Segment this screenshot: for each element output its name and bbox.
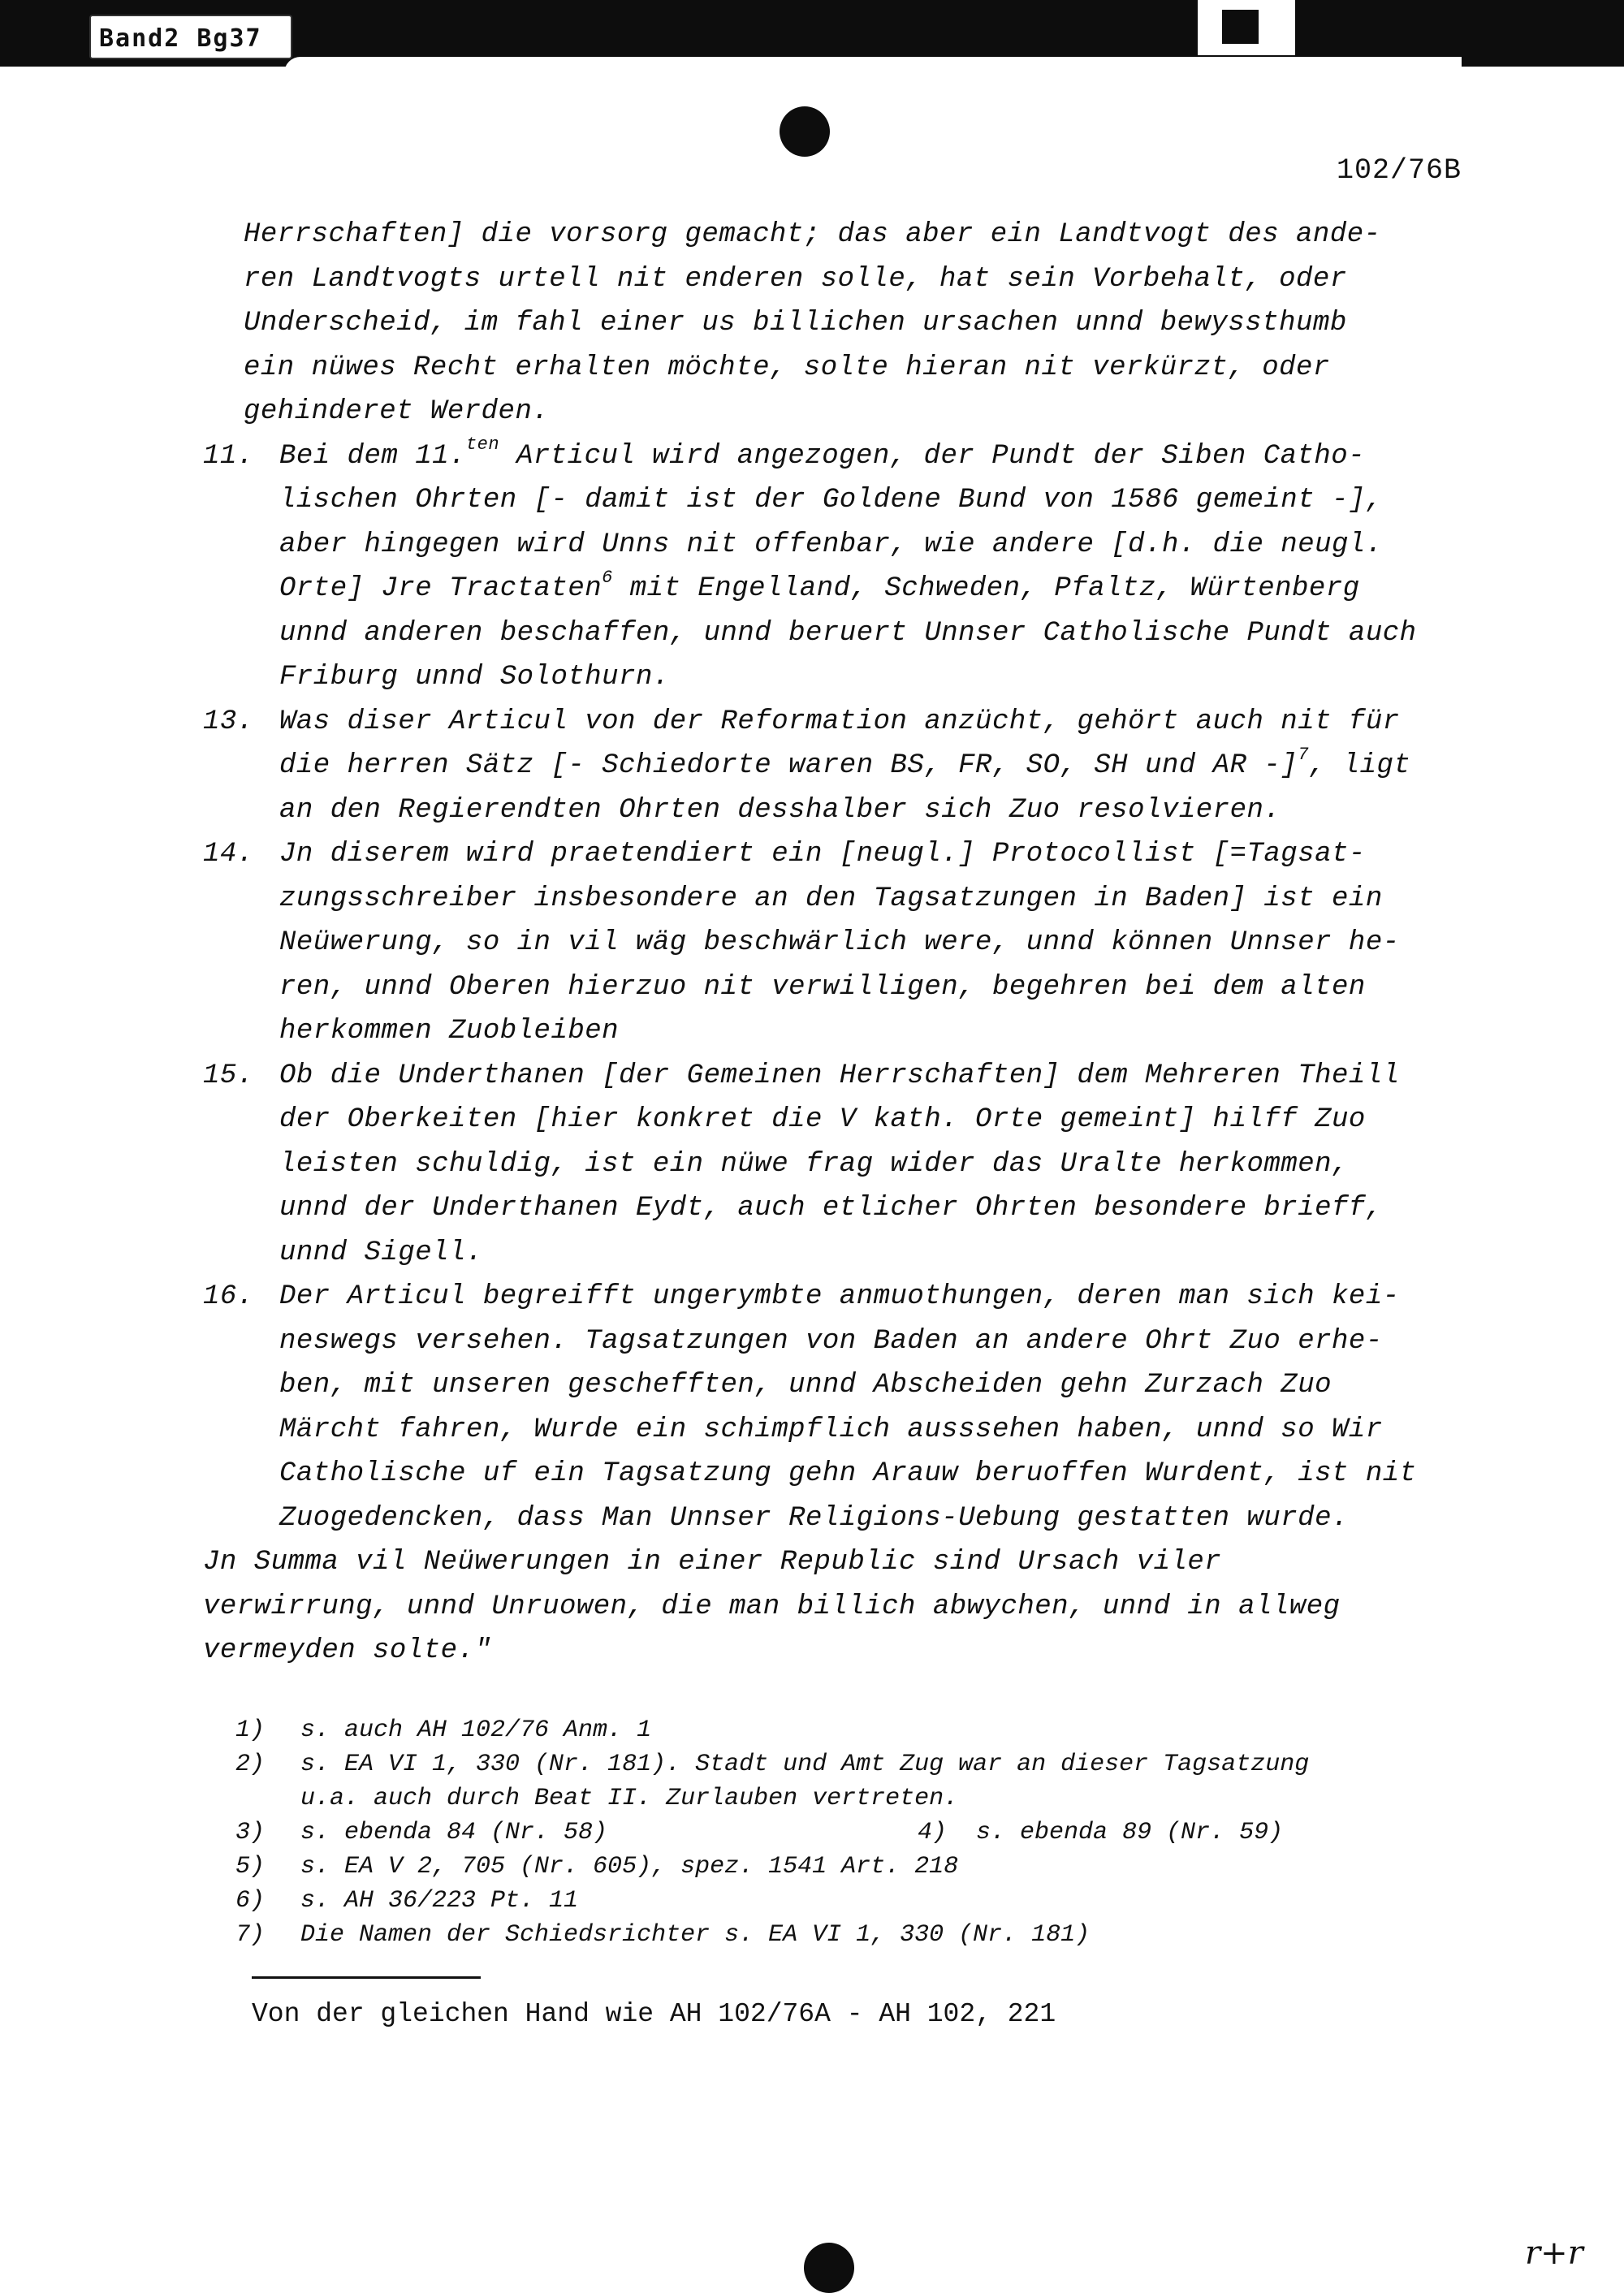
punch-hole-top: [780, 106, 830, 157]
footnote-number: 1): [235, 1717, 266, 1744]
text-line: unnd der Underthanen Eydt, auch etlicher Ohrten besondere brieff,: [279, 1193, 1383, 1224]
text-line: Ob die Underthanen [der Gemeinen Herrschaften] dem Mehreren Theill: [279, 1060, 1400, 1091]
item-16: [203, 1275, 1478, 1540]
footnote: [235, 1713, 1478, 1747]
text-line: neswegs versehen. Tagsatzungen von Baden an andere Ohrt Zuo erhe-: [279, 1325, 1383, 1357]
footnote: [235, 1747, 1478, 1781]
text-line: ren Landtvogts urtell nit enderen solle, hat sein Vorbehalt, oder: [244, 263, 1347, 295]
text-line: Herrschaften] die vorsorg gemacht; das aber ein Landtvogt des ande-: [244, 219, 1381, 250]
footnote-text: s. auch AH 102/76 Anm. 1: [300, 1717, 652, 1744]
text-line: unnd Sigell.: [279, 1237, 483, 1268]
text-line: vermeyden solte.": [203, 1635, 492, 1666]
footnote-text: Die Namen der Schiedsrichter s. EA VI 1, 330 (Nr. 181): [300, 1921, 1091, 1949]
footnote: [235, 1816, 1478, 1850]
text-line: Friburg unnd Solothurn.: [279, 662, 670, 693]
text-line: Märcht fahren, Wurde ein schimpflich ausssehen haben, unnd so Wir: [279, 1414, 1383, 1445]
continuation-paragraph: [244, 213, 1478, 434]
text-fragment: mit Engelland, Schweden, Pfaltz, Würtenberg: [612, 573, 1360, 604]
footnote-text: u.a. auch durch Beat II. Zurlauben vertreten.: [300, 1785, 959, 1812]
footnote-ref: 7: [1298, 744, 1309, 765]
footnote-number: 2): [235, 1751, 266, 1778]
item-13: [203, 700, 1478, 833]
item-number: 15.: [203, 1060, 254, 1091]
footnote-number: 6): [235, 1887, 266, 1915]
text-line: leisten schuldig, ist ein nüwe frag wider das Uralte herkommen,: [279, 1148, 1349, 1180]
item-number: 16.: [203, 1281, 254, 1312]
text-line: zungsschreiber insbesondere an den Tagsatzungen in Baden] ist ein: [279, 883, 1383, 914]
text-line: [244, 567, 1478, 611]
text-line: unnd anderen beschaffen, unnd beruert Unnser Catholische Pundt auch: [279, 617, 1417, 649]
text-fragment: die herren Sätz [- Schiedorte waren BS, FR, SO, SH und AR -]: [279, 750, 1298, 781]
footnote-continuation: [244, 1781, 1478, 1816]
text-line: Catholische uf ein Tagsatzung gehn Arauw beruoffen Wurdent, ist nit: [279, 1458, 1417, 1489]
text-line: Jn diserem wird praetendiert ein [neugl.] Protocollist [=Tagsat-: [279, 839, 1366, 870]
separator-rule: [252, 1976, 481, 1979]
footnote-text: s. ebenda 89 (Nr. 59): [976, 1819, 1284, 1846]
footnote-number: 4): [918, 1819, 948, 1846]
text-fragment: Articul wird angezogen, der Pundt der Siben Catho-: [499, 440, 1366, 472]
text-line: ren, unnd Oberen hierzuo nit verwilligen, begehren bei dem alten: [279, 971, 1366, 1003]
handwritten-mark: r+r: [1525, 2235, 1583, 2272]
scan-marker-square: [1222, 10, 1259, 44]
footnote-text: s. ebenda 84 (Nr. 58): [300, 1819, 608, 1846]
text-line: [244, 744, 1478, 788]
item-number: 14.: [203, 839, 254, 870]
punch-hole-bottom: [804, 2243, 854, 2293]
text-line: Der Articul begreifft ungerymbte anmuothungen, deren man sich kei-: [279, 1281, 1400, 1312]
item-14: [203, 832, 1478, 1054]
text-line: Neüwerung, so in vil wäg beschwärlich were, unnd können Unnser he-: [279, 927, 1400, 958]
text-fragment: Orte] Jre Tractaten: [279, 573, 603, 604]
text-line: Zuogedencken, dass Man Unnser Religions-Uebung gestatten wurde.: [279, 1502, 1349, 1534]
page-number: 102/76B: [1336, 154, 1462, 187]
source-note: Von der gleichen Hand wie AH 102/76A - AH 102, 221: [252, 1999, 1056, 2029]
item-11: [203, 434, 1478, 700]
footnotes: [235, 1713, 1478, 1952]
item-15: [203, 1054, 1478, 1276]
footnote: [235, 1918, 1478, 1952]
scan-border-edge: [284, 57, 1462, 73]
text-fragment: , ligt: [1308, 750, 1411, 781]
text-line: ben, mit unseren geschefften, unnd Abscheiden gehn Zurzach Zuo: [279, 1370, 1332, 1401]
text-line: der Oberkeiten [hier konkret die V kath. Orte gemeint] hilff Zuo: [279, 1104, 1366, 1135]
text-line: gehinderet Werden.: [244, 396, 550, 427]
footnote-number: 7): [235, 1921, 266, 1949]
text-line: [244, 434, 1478, 479]
item-number: 11.: [203, 440, 254, 472]
text-line: herkommen Zuobleiben: [279, 1016, 620, 1047]
footnote-text: s. EA VI 1, 330 (Nr. 181). Stadt und Amt Zug war an dieser Tagsatzung: [300, 1751, 1310, 1778]
text-line: lischen Ohrten [- damit ist der Goldene Bund von 1586 gemeint -],: [279, 485, 1383, 516]
text-line: aber hingegen wird Unns nit offenbar, wie andere [d.h. die neugl.: [279, 529, 1383, 560]
text-line: Underscheid, im fahl einer us billichen ursachen unnd bewyssthumb: [244, 308, 1347, 339]
document-body: [203, 213, 1478, 1673]
footnote-text: s. EA V 2, 705 (Nr. 605), spez. 1541 Art. 218: [300, 1853, 959, 1881]
text-line: verwirrung, unnd Unruowen, die man billich abwychen, unnd in allweg: [203, 1591, 1341, 1622]
footnote: [235, 1850, 1478, 1884]
footnote-inline: [918, 1816, 1283, 1850]
item-number: 13.: [203, 706, 254, 737]
text-line: ein nüwes Recht erhalten möchte, solte hieran nit verkürzt, oder: [244, 352, 1330, 383]
text-line: Jn Summa vil Neüwerungen in einer Republic sind Ursach viler: [203, 1547, 1222, 1578]
footnote-number: 5): [235, 1853, 266, 1881]
text-line: an den Regierendten Ohrten desshalber sich Zuo resolvieren.: [279, 794, 1281, 826]
archive-label: Band2 Bg37: [89, 15, 292, 59]
text-fragment: Bei dem 11.: [279, 440, 466, 472]
footnote: [235, 1884, 1478, 1918]
text-line: Was diser Articul von der Reformation anzücht, gehört auch nit für: [279, 706, 1400, 737]
superscript: ten: [465, 434, 500, 456]
summa-paragraph: [203, 1540, 1478, 1673]
footnote-number: 3): [235, 1819, 266, 1846]
footnote-ref: 6: [602, 567, 613, 588]
footnote-text: s. AH 36/223 Pt. 11: [300, 1887, 579, 1915]
